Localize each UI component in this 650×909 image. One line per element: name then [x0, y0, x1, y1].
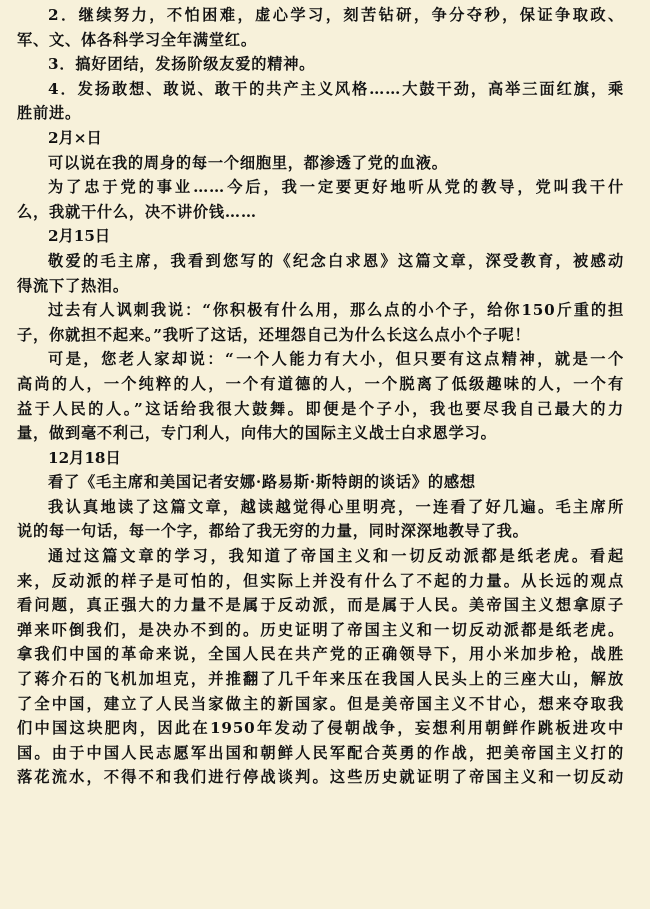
text-line: 过去有人讽刺我说：“你积极有什么用，那么点的小个子，给你150斤重的担	[48, 301, 624, 320]
text-line: 我认真地读了这篇文章，越读越觉得心里明亮，一连看了好几遍。毛主席所	[48, 497, 624, 516]
text-line: 么，我就干什么，决不讲价钱……	[17, 202, 257, 221]
text-line: 3．搞好团结，发扬阶级友爱的精神。	[48, 55, 316, 74]
text-line: 高尚的人，一个纯粹的人，一个有道德的人，一个脱离了低级趣味的人，一个有	[17, 374, 624, 393]
text-line: 来，反动派的样子是可怕的，但实际上并没有什么了不起的力量。从长远的观点	[17, 571, 624, 590]
text-line: 敬爱的毛主席，我看到您写的《纪念白求恩》这篇文章，深受教育，被感动	[48, 251, 624, 270]
text-line: 2．继续努力，不怕困难，虚心学习，刻苦钻研，争分夺秒，保证争取政、	[48, 6, 624, 24]
text-line: 4．发扬敢想、敢说、敢干的共产主义风格……大鼓干劲，高举三面红旗，乘	[48, 79, 624, 98]
text-line: 可以说在我的周身的每一个细胞里，都渗透了党的血液。	[48, 153, 448, 172]
text-line: 通过这篇文章的学习，我知道了帝国主义和一切反动派都是纸老虎。看起	[48, 547, 624, 566]
diary-date: 2月×日	[48, 128, 102, 147]
text-line: 子，你就担不起来。”我听了这话，还埋怨自己为什么长这么点小个子呢！	[17, 325, 531, 344]
text-line: 为了忠于党的事业……今后，我一定要更好地听从党的教导，党叫我干什	[48, 178, 624, 197]
text-line: 益于人民的人。”这话给我很大鼓舞。即便是个子小，我也要尽我自己最大的力	[17, 399, 624, 418]
text-line: 看问题，真正强大的力量不是属于反动派，而是属于人民。美帝国主义想拿原子	[17, 596, 624, 615]
text-line: 了全中国，建立了人民当家做主的新国家。但是美帝国主义不甘心，想来夺取我	[17, 694, 624, 713]
text-line: 拿我们中国的革命来说，全国人民在共产党的正确领导下，用小米加步枪，战胜	[17, 645, 624, 664]
text-line: 胜前进。	[17, 104, 81, 123]
text-line: 量，做到毫不利己，专门利人，向伟大的国际主义战士白求恩学习。	[17, 424, 497, 443]
text-line: 可是，您老人家却说：“一个人能力有大小，但只要有这点精神，就是一个	[48, 350, 624, 369]
text-line: 得流下了热泪。	[17, 276, 129, 295]
text-line: 落花流水，不得不和我们进行停战谈判。这些历史就证明了帝国主义和一切反动	[17, 768, 624, 787]
text-line: 了蒋介石的飞机加坦克，并推翻了几千年来压在我国人民头上的三座大山，解放	[17, 670, 624, 689]
diary-date: 2月15日	[48, 227, 111, 246]
text-line: 国。由于中国人民志愿军出国和朝鲜人民军配合英勇的作战，把美帝国主义打的	[17, 743, 624, 762]
text-line: 们中国这块肥肉，因此在1950年发动了侵朝战争，妄想利用朝鲜作跳板进攻中	[17, 719, 624, 738]
entry-heading: 看了《毛主席和美国记者安娜·路易斯·斯特朗的谈话》的感想	[48, 473, 476, 492]
text-line: 说的每一句话，每一个字，都给了我无穷的力量，同时深深地教导了我。	[17, 522, 529, 541]
text-line: 军、文、体各科学习全年满堂红。	[17, 30, 257, 49]
diary-date: 12月18日	[48, 448, 121, 467]
text-line: 弹来吓倒我们，是决办不到的。历史证明了帝国主义和一切反动派都是纸老虎。	[17, 620, 624, 639]
